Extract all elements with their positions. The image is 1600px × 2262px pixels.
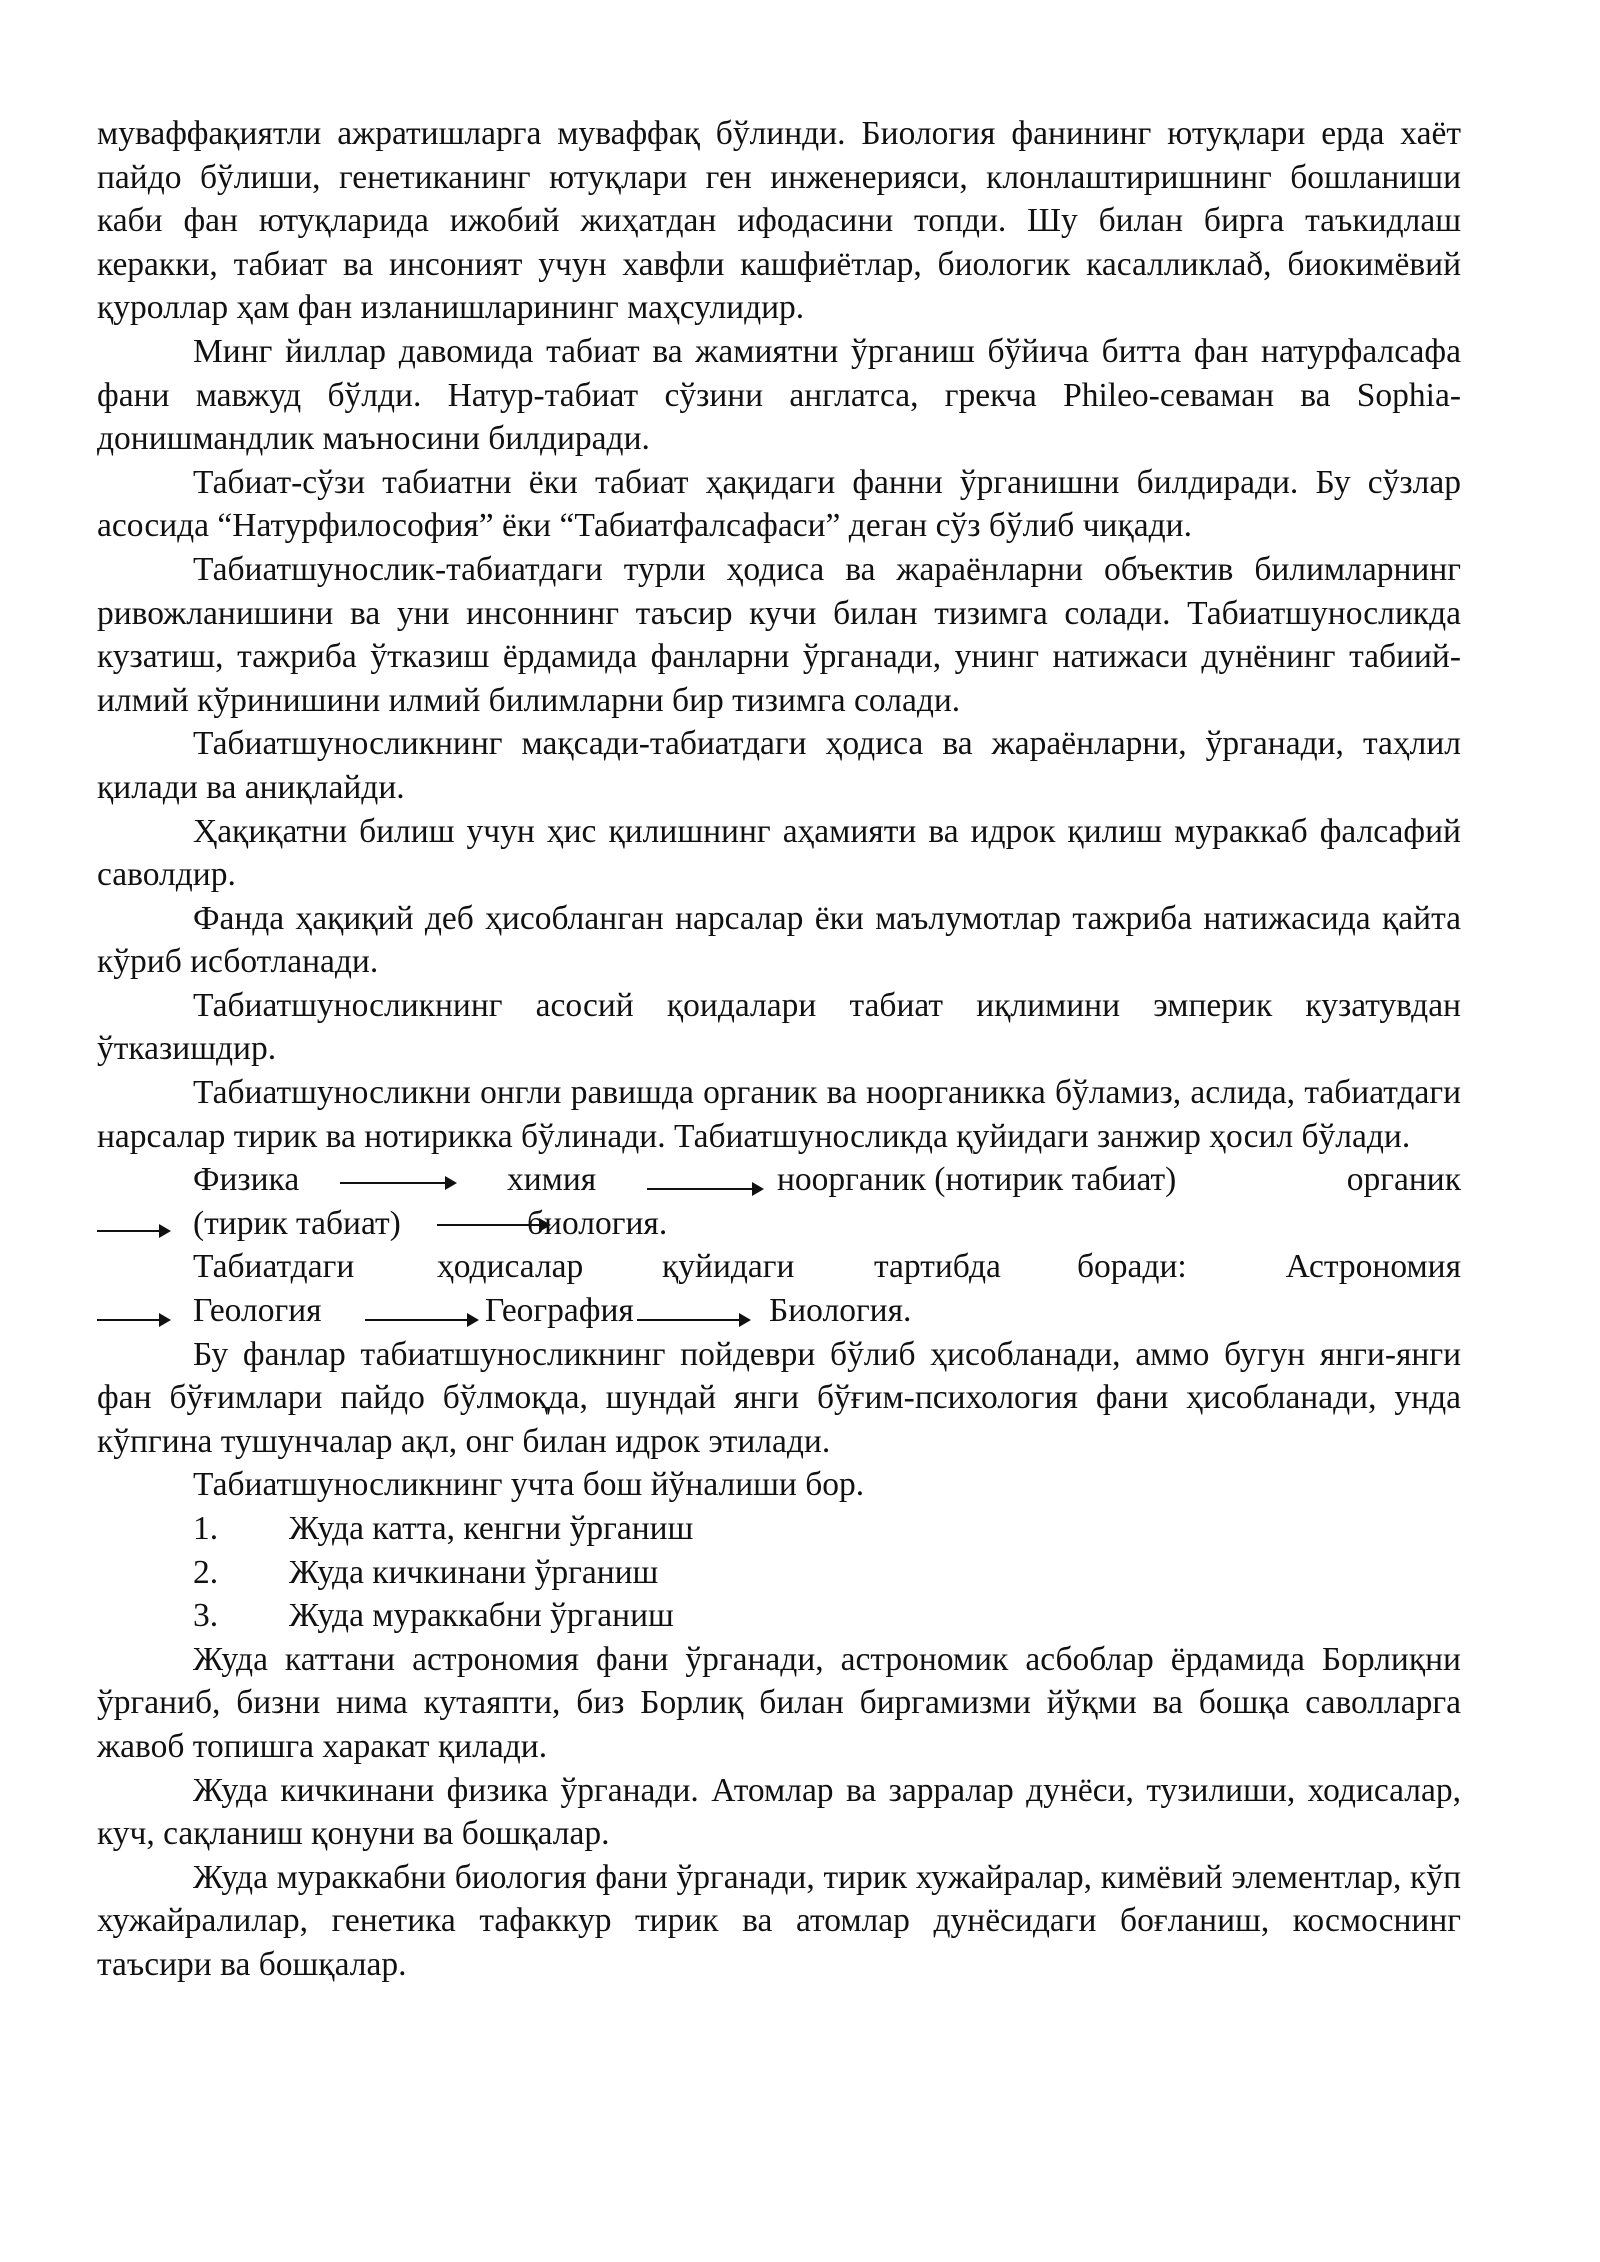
flow-term: Биология. bbox=[769, 1292, 912, 1330]
list-text: Жуда кичкинани ўрганиш bbox=[289, 1553, 659, 1591]
list-item bbox=[97, 1594, 1461, 1638]
flow-term: боради: bbox=[1077, 1248, 1187, 1286]
list-text: Жуда мураккабни ўрганиш bbox=[289, 1597, 674, 1635]
flow-term: ноорганик (нотирик табиат) bbox=[777, 1161, 1177, 1199]
arrow-right-icon bbox=[365, 1319, 477, 1321]
list-number: 1. bbox=[193, 1510, 219, 1547]
list-item bbox=[97, 1551, 1461, 1595]
flow-term: (тирик табиат) bbox=[193, 1204, 401, 1242]
paragraph: Табиатшунослик-табиатдаги турли ҳодиса ва жараёнларни объектив билимларнинг ривожланишини ва уни инсоннинг таъсир кучи билан тизимга солади. Табиатшуносликда кузатиш, тажриба ўтказиш ёрдамида фанларни ўрганади, унинг натижаси дунёнинг табиий-илмий кўринишини илмий билимларни бир тизимга солади. bbox=[97, 550, 1461, 719]
list-text: Жуда катта, кенгни ўрганиш bbox=[289, 1510, 694, 1547]
flow-term: Астрономия bbox=[1285, 1248, 1461, 1286]
flow-term: химия bbox=[507, 1161, 597, 1199]
paragraph: Жуда каттани астрономия фани ўрганади, астрономик асбоблар ёрдамида Борлиқни ўрганиб, бизни нима кутаяпти, биз Борлиқ билан биргамизми йўқми ва бошқа саволларга жавоб топишга харакат қилади. bbox=[97, 1640, 1461, 1765]
paragraph: Минг йиллар давомида табиат ва жамиятни ўрганиш бўйича битта фан натурфалсафа фани мавжуд бўлди. Натур-табиат сўзини англатса, грекча Phileo-севаман ва Sophia-донишмандлик маъносини билдиради. bbox=[97, 332, 1461, 458]
flow-term: Геология bbox=[193, 1292, 322, 1330]
arrow-right-icon bbox=[647, 1188, 762, 1190]
list-number: 3. bbox=[193, 1597, 219, 1635]
arrow-right-icon bbox=[637, 1319, 749, 1321]
flow-chain-line-3 bbox=[97, 1245, 1461, 1289]
list-item bbox=[97, 1507, 1461, 1551]
flow-chain-line-4 bbox=[97, 1289, 1461, 1333]
flow-term: биология. bbox=[527, 1204, 668, 1242]
paragraph: Ҳақиқатни билиш учун ҳис қилишнинг аҳамияти ва идрок қилиш мураккаб фалсафий саволдир. bbox=[97, 812, 1461, 894]
list-number: 2. bbox=[193, 1553, 219, 1591]
document-page bbox=[97, 112, 1461, 1987]
paragraph: Табиатшуносликнинг мақсади-табиатдаги ҳодиса ва жараёнларни, ўрганади, таҳлил қилади ва аниқлайди. bbox=[97, 725, 1461, 806]
paragraph: Жуда мураккабни биология фани ўрганади, тирик хужайралар, кимёвий элементлар, кўп хужайралилар, генетика тафаккур тирик ва атомлар дунёсидаги боғланиш, космоснинг таъсири ва бошқалар. bbox=[97, 1858, 1461, 1983]
flow-term: қуйидаги bbox=[662, 1248, 795, 1286]
paragraph: Жуда кичкинани физика ўрганади. Атомлар ва зарралар дунёси, тузилиши, ходисалар, куч, сақланиш қонуни ва бошқалар. bbox=[97, 1771, 1461, 1853]
paragraph: Табиатшуносликнинг учта бош йўналиши бор. bbox=[193, 1466, 865, 1504]
arrow-right-icon bbox=[97, 1319, 169, 1321]
flow-term: органик bbox=[1346, 1161, 1461, 1199]
flow-term: Табиатдаги bbox=[193, 1248, 355, 1286]
paragraph: Фанда ҳақиқий деб ҳисобланган нарсалар ёки маълумотлар тажриба натижасида қайта кўриб исботланади. bbox=[97, 899, 1461, 981]
paragraph: Бу фанлар табиатшуносликнинг пойдеври бўлиб ҳисобланади, аммо бугун янги-янги фан бўғимлари пайдо бўлмоқда, шундай янги бўғим-психология фани ҳисобланади, унда кўпгина тушунчалар ақл, онг билан идрок этилади. bbox=[97, 1335, 1461, 1460]
paragraph: Табиатшуносликнинг асосий қоидалари табиат иқлимини эмперик кузатувдан ўтказишдир. bbox=[97, 986, 1461, 1068]
paragraph: Табиат-сўзи табиатни ёки табиат ҳақидаги фанни ўрганишни билдиради. Бу сўзлар асосида “Натурфилософия” ёки “Табиатфалсафаси” деган сўз бўлиб чиқади. bbox=[97, 463, 1461, 545]
paragraph: Табиатшуносликни онгли равишда органик ва ноорганикка бўламиз, аслида, табиатдаги нарсалар тирик ва нотирикка бўлинади. Табиатшуносликда қуйидаги занжир ҳосил бўлади. bbox=[97, 1074, 1461, 1155]
flow-chain-line-2 bbox=[97, 1202, 1461, 1246]
flow-term: Физика bbox=[193, 1161, 300, 1199]
flow-term: География bbox=[485, 1292, 634, 1330]
arrow-right-icon bbox=[97, 1230, 169, 1232]
arrow-right-icon bbox=[340, 1182, 455, 1184]
flow-term: тартибда bbox=[874, 1248, 1001, 1286]
flow-chain-line-1 bbox=[97, 1158, 1461, 1202]
flow-term: ҳодисалар bbox=[437, 1248, 584, 1286]
paragraph: муваффақиятли ажратишларга муваффақ бўлинди. Биология фанининг ютуқлари ерда хаёт пайдо бўлиши, генетиканинг ютуқлари ген инженерияси, клонлаштиришнинг бошланиши каби фан ютуқларида ижобий жиҳатдан ифодасини топди. Шу билан бирга таъкидлаш керакки, табиат ва инсоният учун хавфли кашфиётлар, биологик касалликлаð, биокимёвий қуроллар ҳам фан изланишларининг маҳсулидир. bbox=[97, 115, 1461, 327]
